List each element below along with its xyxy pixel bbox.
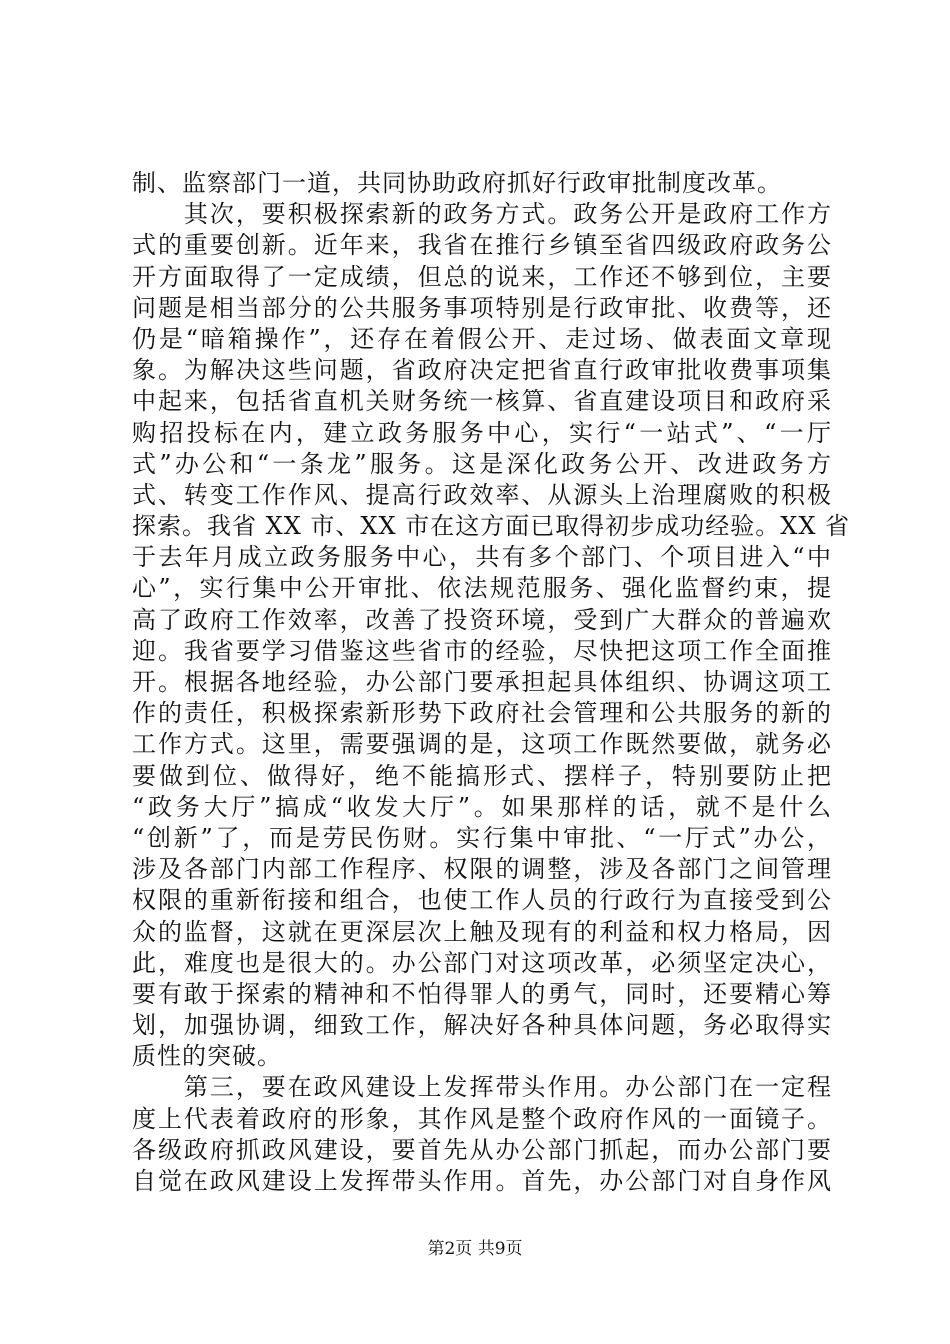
text-line: 质性的突破。 bbox=[132, 1042, 282, 1071]
text-line: 自觉在政风建设上发挥带头作用。首先，办公部门对自身作风 bbox=[132, 1167, 832, 1195]
text-line: 中起来，包括省直机关财务统一核算、省直建设项目和政府采 bbox=[132, 387, 832, 416]
text-line: 第三，要在政风建设上发挥带头作用。办公部门在一定程 bbox=[132, 1073, 832, 1102]
text-line: 心”，实行集中公开审批、依法规范服务、强化监督约束，提 bbox=[132, 574, 832, 603]
text-line: 式、转变工作作风、提高行政效率、从源头上治理腐败的积极 bbox=[132, 480, 832, 509]
text-line: 要有敢于探索的精神和不怕得罪人的勇气，同时，还要精心筹 bbox=[132, 979, 832, 1008]
text-line: “创新”了，而是劳民伤财。实行集中审批、“一厅式”办公， bbox=[132, 823, 832, 852]
text-line: 工作方式。这里，需要强调的是，这项工作既然要做，就务必 bbox=[132, 730, 832, 759]
text-line: 高了政府工作效率，改善了投资环境，受到广大群众的普遍欢 bbox=[132, 605, 832, 634]
text-line: 作的责任，积极探索新形势下政府社会管理和公共服务的新的 bbox=[132, 699, 832, 728]
text-line: 各级政府抓政风建设，要首先从办公部门抓起，而办公部门要 bbox=[132, 1135, 832, 1164]
text-line: 象。为解决这些问题，省政府决定把省直行政审批收费事项集 bbox=[132, 356, 832, 385]
text-line: 其次，要积极探索新的政务方式。政务公开是政府工作方 bbox=[132, 200, 832, 229]
text-line: 制、监察部门一道，共同协助政府抓好行政审批制度改革。 bbox=[132, 169, 782, 197]
text-line: 仍是“暗箱操作”，还存在着假公开、走过场、做表面文章现 bbox=[132, 324, 832, 353]
text-line: 要做到位、做得好，绝不能搞形式、摆样子，特别要防止把 bbox=[132, 761, 832, 790]
text-line: 划，加强协调，细致工作，解决好各种具体问题，务必取得实 bbox=[132, 1011, 832, 1040]
text-line: 开。根据各地经验，办公部门要承担起具体组织、协调这项工 bbox=[132, 668, 832, 696]
body-text bbox=[132, 168, 851, 1197]
text-line: 问题是相当部分的公共服务事项特别是行政审批、收费等，还 bbox=[132, 293, 832, 322]
text-line: 式”办公和“一条龙”服务。这是深化政务公开、改进政务方 bbox=[132, 449, 832, 478]
page-footer: 第2页 共9页 bbox=[427, 1239, 523, 1259]
text-line: 开方面取得了一定成绩，但总的说来，工作还不够到位，主要 bbox=[132, 262, 832, 291]
text-line: 于去年月成立政务服务中心，共有多个部门、个项目进入“中 bbox=[132, 543, 832, 572]
text-line: 探索。我省 XX 市、XX 市在这方面已取得初步成功经验。XX 省 bbox=[132, 512, 851, 541]
text-line: 权限的重新衔接和组合，也使工作人员的行政行为直接受到公 bbox=[132, 886, 832, 915]
text-line: 购招投标在内，建立政务服务中心，实行“一站式”、“一厅 bbox=[132, 418, 832, 447]
text-line: 度上代表着政府的形象，其作风是整个政府作风的一面镜子。 bbox=[132, 1104, 832, 1133]
text-line: “政务大厅”搞成“收发大厅”。如果那样的话，就不是什么 bbox=[132, 792, 832, 821]
text-line: 涉及各部门内部工作程序、权限的调整，涉及各部门之间管理 bbox=[132, 855, 832, 884]
text-line: 众的监督，这就在更深层次上触及现有的利益和权力格局，因 bbox=[132, 917, 832, 946]
text-line: 此，难度也是很大的。办公部门对这项改革，必须坚定决心， bbox=[132, 948, 832, 977]
text-line: 迎。我省要学习借鉴这些省市的经验，尽快把这项工作全面推 bbox=[132, 636, 832, 665]
text-line: 式的重要创新。近年来，我省在推行乡镇至省四级政府政务公 bbox=[132, 231, 832, 260]
